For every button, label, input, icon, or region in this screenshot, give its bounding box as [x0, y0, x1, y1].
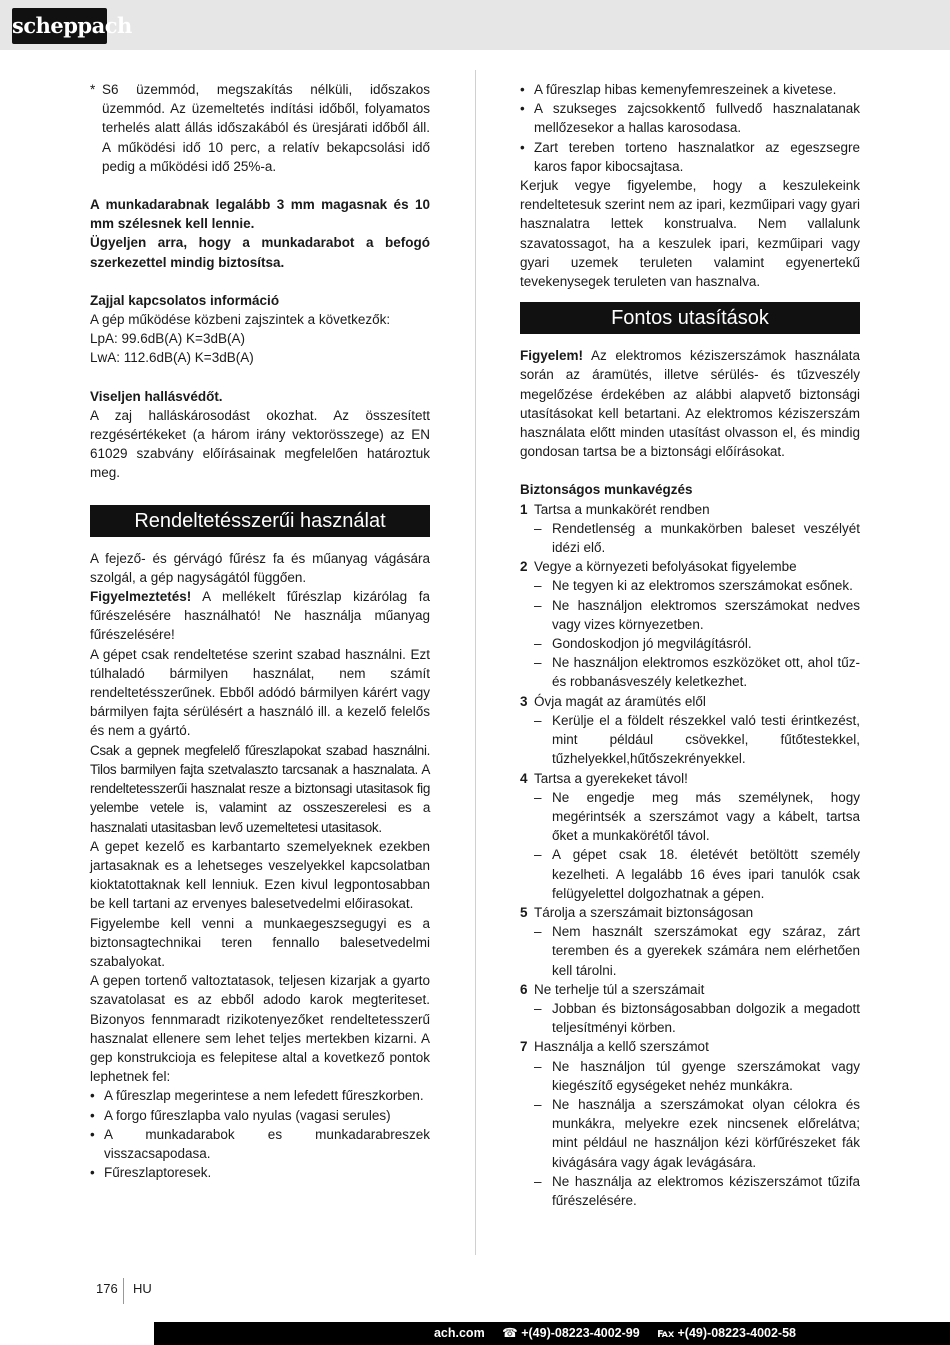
- subitem-text: Ne használjon túl gyenge szerszámokat vagy kiegészítő egységeket nehéz munkákra.: [552, 1058, 860, 1093]
- safety-subitem: – Ne használja az elektromos kéziszerszámot tűzifa fűrészelésére.: [520, 1172, 860, 1210]
- list-item: • A fűreszlap hibas kemenyfemreszeinek a kivetese.: [520, 82, 837, 97]
- list-item: • Zart tereben torteno hasznalatkor az egeszsegre karos fapor kibocsajtasa.: [520, 139, 860, 174]
- item-title: Tartsa a gyerekeket távol!: [534, 770, 688, 786]
- intended-use-p6: A gepen tortenő valtoztatasok, teljesen kizarjak a gyarto szavatolasat es az ebből adodo karok megteriteset. Bizonyos fennmaradt rizikotenyezőket rendeltetesszerű hasznalat ellenere sem lehet teljes mertekben kizarni. A gep konstrukcioja es felepitese altal a kovetkező pontok lephetnek fel:: [90, 973, 430, 1085]
- item-number: 6: [520, 981, 528, 997]
- safety-subitem: – Kerülje el a földelt részekkel való testi érintkezést, mint például csövekkel, fűtőtestekkel, tűzhelyekkel,hűtőszekrényekkel.: [520, 711, 860, 769]
- attention-text: Az elektromos kéziszerszámok használata során az áramütés, illetve sérülés- és tűzveszély megelőzése érdekében az alábbi alapvető biztonsági utasításokat kell betartani. Az elektromos kéziszerszám használata előtt minden utasítást olvasson el, és mindig gondosan tartsa be a biztonsági előírásokat.: [520, 348, 860, 460]
- list-item: • Fűreszlaptoresek.: [90, 1165, 212, 1181]
- item-title: Vegye a környezeti befolyásokat figyelembe: [534, 559, 797, 575]
- important-instructions-heading: Fontos utasítások: [520, 302, 860, 334]
- safety-subitem: – Ne használja a szerszámokat olyan célokra és munkákra, melyekre ezek nincsenek előrelátva; mint például ne használjon kézi körfűrészeket fák kivágására vagy ágak levágására.: [520, 1095, 860, 1172]
- safety-item: [520, 1037, 860, 1056]
- intended-use-p3: Csak a gepnek megfelelő fűreszlapokat szabad használni. Tilos barmilyen fajta szetvalaszto tarcsanak a hasznalata. A rendeltetesszerűi hasznalat resze a biztonsagi utasitasok fig yelembe vetele is, valamint az osszeszerelesi es a hasznalati utasitasban levő uzemeltetesi utasitasok.: [90, 742, 430, 835]
- fax-text: ℻ +(49)-08223-4002-58: [657, 1326, 796, 1340]
- safety-subitem: – Ne engedje meg más személynek, hogy megérintsék a szerszámot vagy a kábelt, tartsa őket a munkakörétől távol.: [520, 788, 860, 846]
- safety-subitem: – Jobban és biztonságosabban dolgozik a megadott teljesítményi körben.: [520, 999, 860, 1037]
- subitem-text: Gondoskodjon jó megvilágításról.: [552, 636, 752, 652]
- subitem-text: A gépet csak 18. életévét betöltött személy kezelheti. A legalább 16 éves ipari tanulók csak felügyelettel dolgozhatnak a gépen.: [552, 847, 860, 901]
- safety-rules-list: [520, 500, 860, 1211]
- item-title: Tárolja a szerszámait biztonságosan: [534, 904, 754, 920]
- safety-subitem: – Ne használjon elektromos eszközöket ott, ahol tűz- és robbanásveszély keletkezhet.: [520, 653, 860, 691]
- safety-subitem: – Ne használjon elektromos szerszámokat nedves vagy vizes környezetben.: [520, 596, 860, 634]
- intended-use-p2: A gépet csak rendeltetése szerint szabad használni. Ezt túlhaladó bármilyen használat, nem számít rendeltetésszerűnek. Ebből adódó bármilyen kárért vagy bármilyen fajta sérülésért a használó ill. a kezelő felelős és nem a gyártó.: [90, 646, 430, 739]
- warning-label: Figyelmeztetés!: [90, 589, 192, 605]
- contact-bar-gap: [0, 1322, 154, 1345]
- noise-intro: A gép működése közbeni zajszintek a következők:: [90, 312, 391, 328]
- noise-lpa: LpA: 99.6dB(A) K=3dB(A): [90, 331, 245, 347]
- contact-info: [154, 1322, 950, 1345]
- warning-paragraph: [90, 587, 430, 645]
- left-column: [90, 80, 430, 1182]
- safety-subitem: – Gondoskodjon jó megvilágításról.: [520, 634, 860, 653]
- safety-item: [520, 500, 860, 519]
- right-column: [520, 80, 860, 1210]
- subitem-text: Ne használjon elektromos eszközöket ott, ahol tűz- és robbanásveszély keletkezhet.: [552, 655, 860, 690]
- workpiece-clamp-note: Ügyeljen arra, hogy a munkadarabot a befogó szerkezettel mindig biztosítsa.: [90, 235, 430, 270]
- hearing-title: Viseljen hallásvédőt.: [90, 388, 223, 404]
- safety-subitem: – Nem használt szerszámokat egy száraz, zárt teremben és a gyerekek számára nem elérhetően kell tárolni.: [520, 922, 860, 980]
- item-title: Használja a kellő szerszámot: [534, 1039, 709, 1055]
- operating-mode-text: S6 üzemmód, megszakítás nélküli, időszakos üzemmód. Az üzemeltetés indítási időből, folyamatos terhelés alatt állás időszakából és üresjárati időből áll. A működési idő 10 perc, a relatív bekapcsolási idő pedig a működési idő 25%-a.: [102, 82, 430, 174]
- subitem-text: Nem használt szerszámokat egy száraz, zárt teremben és a gyerekek számára nem elérhetően kell tárolni.: [552, 924, 860, 978]
- page-number: 176: [96, 1281, 118, 1296]
- subitem-text: Rendetlenség a munkakörben baleset veszélyét idézi elő.: [552, 520, 860, 556]
- subitem-text: Kerülje el a földelt részekkel való testi érintkezést, mint például csövekkel, fűtőtestekkel, tűzhelyekkel,hűtőszekrényekkel.: [552, 712, 860, 767]
- safety-item: [520, 903, 860, 922]
- item-title: Óvja magát az áramütés elől: [534, 693, 706, 709]
- item-number: 2: [520, 559, 528, 575]
- intended-use-p1: A fejező- és gérvágó fűrész fa és műanyag vágására szolgál, a gép nagyságától függően.: [90, 550, 430, 585]
- list-item: • A forgo fűreszlapba valo nyulas (vagasi serules): [90, 1107, 391, 1123]
- subitem-text: Ne tegyen ki az elektromos szerszámokat esőnek.: [552, 578, 853, 594]
- safety-subitem: – Ne használjon túl gyenge szerszámokat vagy kiegészítő egységeket nehéz munkákra.: [520, 1057, 860, 1095]
- star-marker: *: [90, 82, 96, 97]
- item-number: 7: [520, 1039, 528, 1055]
- phone-text: ☎ +(49)-08223-4002-99: [502, 1326, 640, 1340]
- hearing-text: A zaj halláskárosodást okozhat. Az összesített rezgésértékeket (a három irány vektorösszege) az EN 61029 szabvány előírásainak megfelelően határoztuk meg.: [90, 407, 430, 481]
- intended-use-p4: A gepet kezelő es karbantarto szemelyeknek ezekben jartasaknak es a lehetseges veszelyekkel kapcsolatban kioktatottaknak kell lenniuk. Ezen kivul legpontosabban be kell tartani az ervenyes balesetvedelmi előirasokat.: [90, 838, 430, 912]
- safety-subitem: – Rendetlenség a munkakörben baleset veszélyét idézi elő.: [520, 519, 860, 557]
- workpiece-size-note: A munkadarabnak legalább 3 mm magasnak és 10 mm szélesnek kell lennie.: [90, 197, 430, 232]
- item-number: 4: [520, 770, 528, 786]
- list-item: • A fűreszlap megerintese a nem lefedett fűreszkorben.: [90, 1088, 424, 1104]
- safety-item: [520, 557, 860, 576]
- safety-subitem: – Ne tegyen ki az elektromos szerszámokat esőnek.: [520, 576, 860, 595]
- page-header: [0, 0, 950, 50]
- safety-subitem: – A gépet csak 18. életévét betöltött személy kezelheti. A legalább 16 éves ipari tanulók csak felügyelettel dolgozhatnak a gépen.: [520, 845, 860, 903]
- noise-title: Zajjal kapcsolatos információ: [90, 292, 280, 308]
- safe-work-title: Biztonságos munkavégzés: [520, 482, 693, 498]
- noise-lwa: LwA: 112.6dB(A) K=3dB(A): [90, 350, 254, 366]
- scheppach-logo: scheppach: [12, 8, 107, 44]
- intended-use-heading: Rendeltetésszerűi használat: [90, 505, 430, 537]
- list-item: • A szukseges zajcsokkentő fullvedő hasznalatanak mellőzesekor a hallas karosodasa.: [520, 101, 860, 136]
- footer-separator: [123, 1278, 124, 1304]
- attention-paragraph: [520, 346, 860, 461]
- safety-item: [520, 692, 860, 711]
- website-text: ach.com: [433, 1326, 485, 1340]
- item-title: Ne terhelje túl a szerszámait: [534, 981, 705, 997]
- subitem-text: Ne engedje meg más személynek, hogy megérintsék a szerszámot vagy a kábelt, tartsa őket a munkakörétől távol.: [552, 789, 860, 844]
- safety-item: [520, 769, 860, 788]
- column-divider: [475, 70, 476, 1255]
- safety-item: [520, 980, 860, 999]
- language-code: HU: [133, 1281, 152, 1296]
- operating-mode-note: [90, 80, 430, 176]
- item-number: 5: [520, 904, 528, 920]
- item-title: Tartsa a munkakörét rendben: [534, 501, 710, 517]
- warning-text: A mellékelt fűrészlap kizárólag fa fűrészelésére használható! Ne használja műanyag fűrészelésére!: [90, 589, 430, 643]
- subitem-text: Ne használja a szerszámokat olyan célokra és munkákra, melyekre ezek nincsenek előrelátva; mint például ne használjon kézi körfűrészeket fák kivágására vagy ágak levágására.: [552, 1096, 860, 1170]
- item-number: 1: [520, 501, 528, 517]
- subitem-text: Ne használjon elektromos szerszámokat nedves vagy vizes környezetben.: [552, 597, 860, 632]
- list-item: • A munkadarabok es munkadarabreszek visszacsapodasa.: [90, 1126, 430, 1161]
- subitem-text: Ne használja az elektromos kéziszerszámot tűzifa fűrészelésére.: [552, 1173, 860, 1208]
- attention-label: Figyelem!: [520, 348, 584, 364]
- intended-use-p5: Figyelembe kell venni a munkaegeszsegugyi es a biztonsagtechnikai teren fennallo balesetvedelmi szabalyokat.: [90, 915, 430, 969]
- subitem-text: Jobban és biztonságosabban dolgozik a megadott teljesítményi körben.: [552, 1000, 860, 1036]
- liability-paragraph: Kerjuk vegye figyelembe, hogy a keszulekeink rendeltetesuk szerint nem az ipari, kezműipari vagy gyari hasznalatra lettek konstrualva. Nem vallalunk szavatossagot, ha a keszulek ipari, kezműipari vagy gyari uzemek teruleten valamint egyenertekű tevekenysegek teruleten van hasznalva.: [520, 178, 860, 290]
- item-number: 3: [520, 693, 528, 709]
